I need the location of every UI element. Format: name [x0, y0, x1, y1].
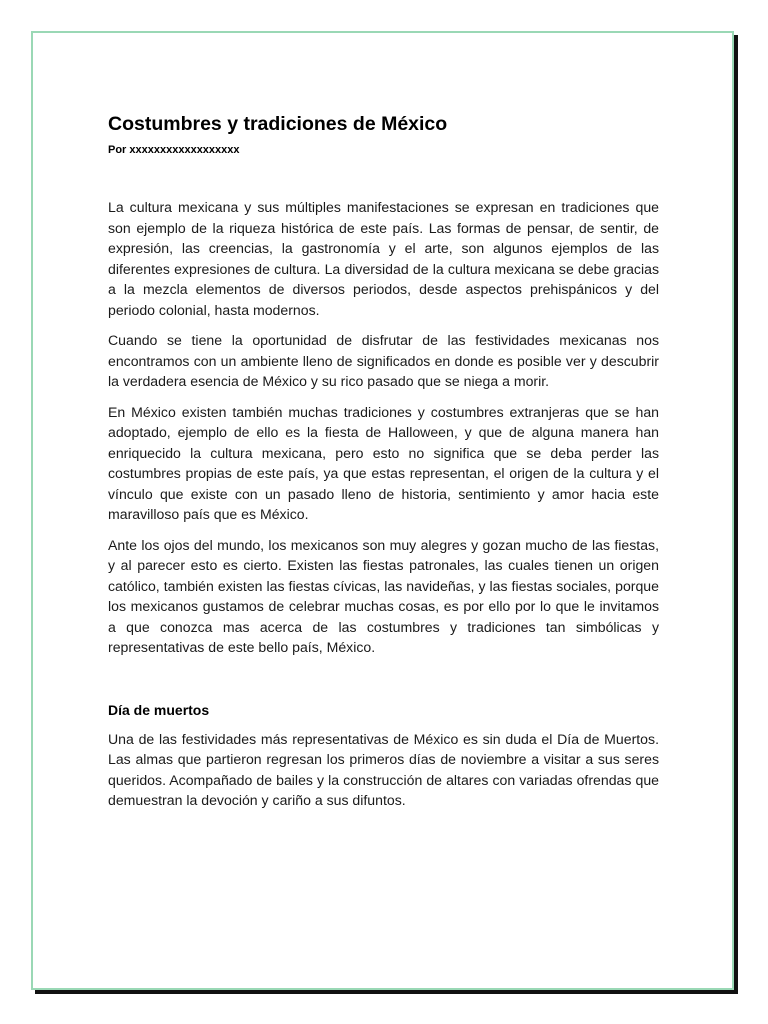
author-line: Por xxxxxxxxxxxxxxxxxx: [108, 144, 240, 156]
paragraph-4: Ante los ojos del mundo, los mexicanos son muy alegres y gozan mucho de las fiestas, y al parecer esto es cierto. Existen las fiestas patronales, las cuales tienen un origen católico, también existen las fiestas cívicas, las navideñas, y las fiestas sociales, porque los mexicanos gustamos de celebrar muchas cosas, es por ello por lo que le invitamos a que conozca mas acerca de las costumbres y tradiciones tan simbólicas y representativas de este bello país, México.: [108, 536, 659, 655]
section-paragraph: Una de las festividades más representativas de México es sin duda el Día de Muertos. Las almas que partieron regresan los primeros días de noviembre a visitar a sus seres queridos. Acompañado de bailes y la construcción de altares con variadas ofrendas que demuestran la devoción y cariño a sus difuntos.: [108, 730, 659, 808]
section-heading: Día de muertos: [108, 701, 210, 718]
document-page: [31, 31, 734, 990]
document-body: [108, 111, 659, 811]
document-title: Costumbres y tradiciones de México: [108, 113, 448, 135]
paragraph-2: Cuando se tiene la oportunidad de disfrutar de las festividades mexicanas nos encontramos con un ambiente lleno de significados en donde es posible ver y descubrir la verdadera esencia de México y su rico pasado que se niega a morir.: [108, 332, 659, 389]
paragraph-3: En México existen también muchas tradiciones y costumbres extranjeras que se han adoptado, ejemplo de ello es la fiesta de Halloween, y que de alguna manera han enriquecido la cultura mexicana, pero esto no significa que se deba perder las costumbres propias de este país, ya que estas representan, el origen de la cultura y el vínculo que existe con un pasado lleno de historia, sentimiento y amor hacia este maravilloso país que es México.: [108, 403, 659, 522]
paragraph-1: La cultura mexicana y sus múltiples manifestaciones se expresan en tradiciones que son ejemplo de la riqueza histórica de este país. Las formas de pensar, de sentir, de expresión, las creencias, la gastronomía y el arte, son algunos ejemplos de las diferentes expresiones de cultura. La diversidad de la cultura mexicana se debe gracias a la mezcla elementos de diversos periodos, desde aspectos prehispánicos y del periodo colonial, hasta modernos.: [108, 199, 659, 318]
